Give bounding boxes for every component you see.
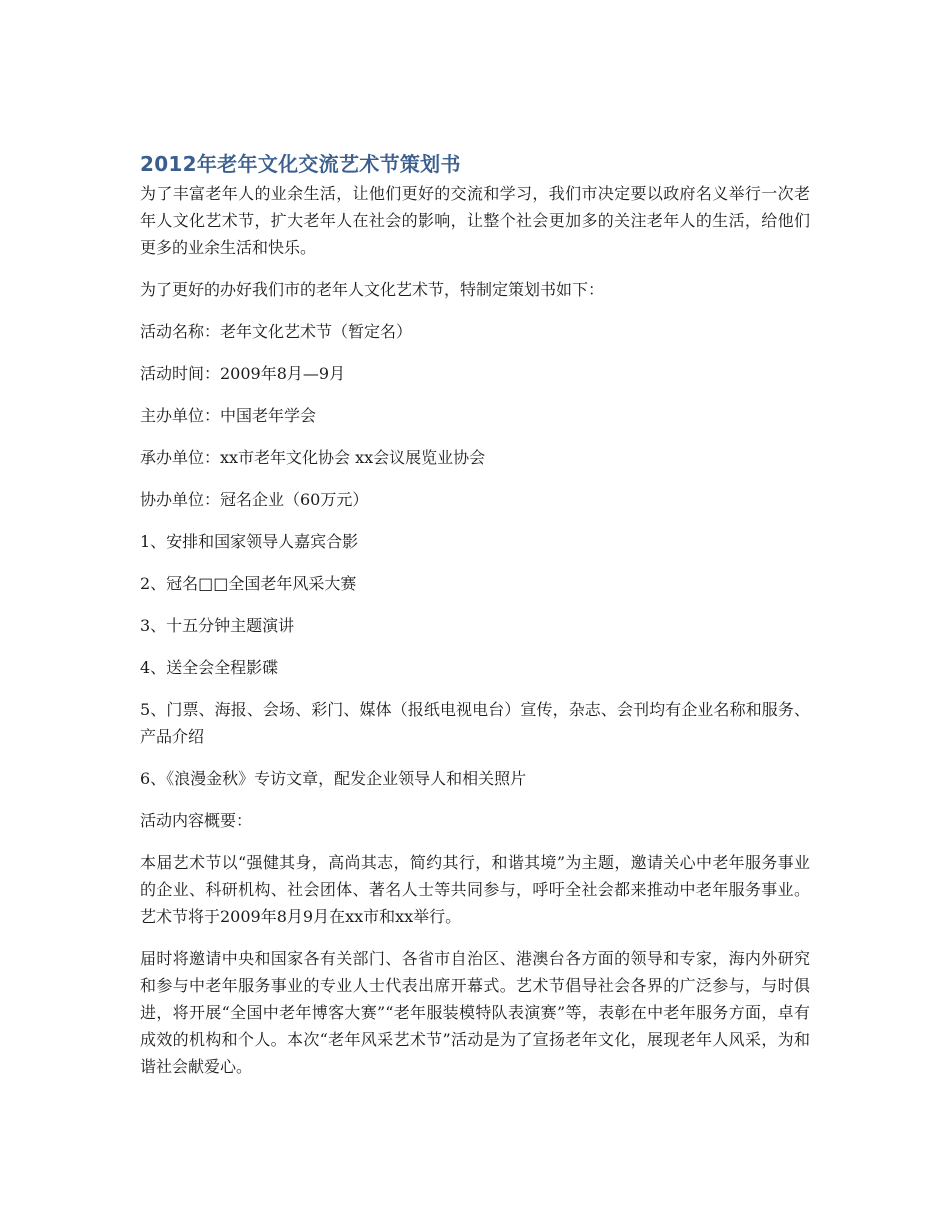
paragraph-intro: 为了丰富老年人的业余生活，让他们更好的交流和学习，我们市决定要以政府名义举行一次老年人文化艺术节，扩大老年人在社会的影响，让整个社会更加多的关注老年人的生活，给他们更多的业余生活和快乐。: [140, 184, 810, 257]
paragraph-summary-heading: 活动内容概要：: [140, 811, 253, 830]
paragraph-activity-time: 活动时间：2009年8月—9月: [140, 364, 346, 383]
paragraph-organizer: 承办单位：xx市老年文化协会 xx会议展览业协会: [140, 448, 486, 467]
document-title: 2012年老年文化交流艺术节策划书: [140, 152, 461, 176]
paragraph-activity-name: 活动名称：老年文化艺术节（暂定名）: [140, 322, 413, 341]
list-item-3: 3、十五分钟主题演讲: [140, 616, 295, 635]
paragraph-host: 主办单位：中国老年学会: [140, 406, 317, 425]
document-page: [140, 150, 810, 1095]
list-item-2: 2、冠名□□全国老年风采大赛: [140, 574, 357, 593]
paragraph-co-organizer: 协办单位：冠名企业（60万元）: [140, 490, 369, 509]
paragraph-plan-lead: 为了更好的办好我们市的老年人文化艺术节，特制定策划书如下：: [140, 280, 605, 299]
list-item-6: 6、《浪漫金秋》专访文章，配发企业领导人和相关照片: [140, 769, 527, 788]
list-item-5: 5、门票、海报、会场、彩门、媒体（报纸电视电台）宣传，杂志、会刊均有企业名称和服务、产品介绍: [140, 700, 810, 746]
paragraph-theme: 本届艺术节以“强健其身，高尚其志，简约其行，和谐其境”为主题，邀请关心中老年服务事业的企业、科研机构、社会团体、著名人士等共同参与，呼吁全社会都来推动中老年服务事业。艺术节将于2009年8月9月在xx市和xx举行。: [140, 853, 810, 926]
list-item-4: 4、送全会全程影碟: [140, 658, 279, 677]
paragraph-ceremony: 届时将邀请中央和国家各有关部门、各省市自治区、港澳台各方面的领导和专家，海内外研究和参与中老年服务事业的专业人士代表出席开幕式。艺术节倡导社会各界的广泛参与，与时俱进，将开展“全国中老年博客大赛”“老年服装模特队表演赛”等，表彰在中老年服务方面，卓有成效的机构和个人。本次“老年风采艺术节”活动是为了宣扬老年文化，展现老年人风采，为和谐社会献爱心。: [140, 949, 810, 1076]
list-item-1: 1、安排和国家领导人嘉宾合影: [140, 532, 359, 551]
